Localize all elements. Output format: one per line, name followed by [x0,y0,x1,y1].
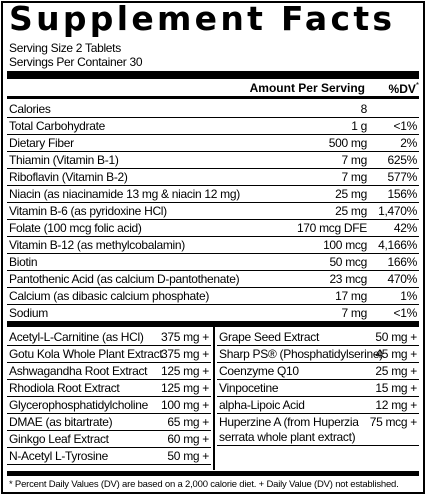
nutrient-daily-value: 1% [400,289,417,303]
nutrient-row [7,237,419,254]
nutrient-row [7,186,419,203]
ingredient-amount: 125 mg + [161,381,209,395]
ingredient-amount: 75 mcg + [369,415,417,429]
ingredient-row [7,431,211,448]
daily-value-header: %DV* [388,81,419,96]
nutrient-daily-value: <1% [393,119,417,133]
nutrient-amount: 7 mg [341,170,367,184]
nutrient-row [7,101,419,118]
nutrient-name: Niacin (as niacinamide 13 mg & niacin 12 mg) [9,187,240,201]
ingredient-row [217,380,419,397]
ingredient-row [217,397,419,414]
nutrient-daily-value: 577% [387,170,417,184]
nutrient-row [7,271,419,288]
nutrient-amount: 50 mcg [329,255,367,269]
ingredient-amount: 25 mg + [375,364,417,378]
ingredient-amount: 375 mg + [161,347,209,361]
ingredient-row [7,363,211,380]
ingredient-amount: 15 mg + [375,381,417,395]
nutrient-name: Calcium (as dibasic calcium phosphate) [9,289,210,303]
nutrient-daily-value: 4,166% [378,238,417,252]
nutrient-name: Total Carbohydrate [9,119,105,133]
nutrient-row [7,152,419,169]
nutrient-daily-value: <1% [393,306,417,320]
ingredient-row [7,329,211,346]
ingredient-row [217,346,419,363]
servings-per-container: Servings Per Container 30 [9,55,143,69]
ingredient-amount: 50 mg + [375,330,417,344]
nutrient-daily-value: 166% [387,255,417,269]
nutrient-name: Folate (100 mcg folic acid) [9,221,142,235]
ingredient-name: Ginkgo Leaf Extract [9,432,109,446]
nutrient-name: Calories [9,102,51,116]
ingredient-name: Coenzyme Q10 [219,364,299,378]
nutrient-name: Thiamin (Vitamin B-1) [9,153,119,167]
panel-title: Supplement Facts [9,0,396,38]
ingredient-name: Acetyl-L-Carnitine (as HCl) [9,330,144,344]
ingredient-row [7,414,211,431]
amount-per-serving-header: Amount Per Serving [249,81,365,95]
nutrient-daily-value: 42% [393,221,417,235]
ingredient-name: Glycerophosphatidylcholine [9,398,148,412]
ingredient-row [7,346,211,363]
ingredient-row [7,380,211,397]
nutrient-name: Vitamin B-12 (as methylcobalamin) [9,238,185,252]
nutrient-row [7,305,419,322]
ingredient-name: Grape Seed Extract [219,330,319,344]
ingredient-name: Rhodiola Root Extract [9,381,120,395]
ingredient-name: N-Acetyl L-Tyrosine [9,449,108,463]
nutrient-name: Dietary Fiber [9,136,74,150]
ingredient-amount: 65 mg + [167,415,209,429]
nutrient-amount: 170 mcg DFE [296,221,367,235]
nutrient-name: Vitamin B-6 (as pyridoxine HCl) [9,204,167,218]
footnote: * Percent Daily Values (DV) are based on a 2,000 calorie diet. + Daily Value (DV) not established. [9,479,399,490]
nutrient-row [7,169,419,186]
nutrient-amount: 25 mg [335,204,367,218]
nutrient-amount: 23 mcg [329,272,367,286]
ingredient-row [7,448,211,465]
nutrient-row [7,220,419,237]
nutrient-name: Biotin [9,255,38,269]
header-divider [7,96,419,99]
supplement-facts-panel [1,1,425,494]
nutrient-daily-value: 625% [387,153,417,167]
nutrient-amount: 25 mg [335,187,367,201]
ingredient-amount: 50 mg + [167,449,209,463]
ingredient-name: Huperzine A (from Huperzia serrata whole plant extract) [219,415,359,444]
nutrient-row [7,118,419,135]
serving-size: Serving Size 2 Tablets [9,41,121,55]
nutrient-row [7,254,419,271]
ingredient-row [217,363,419,380]
nutrient-amount: 17 mg [335,289,367,303]
nutrient-amount: 7 mg [341,306,367,320]
nutrient-row [7,203,419,220]
nutrient-amount: 8 [360,102,367,116]
thick-divider-top [7,71,419,79]
column-divider [213,327,215,470]
ingredient-name: Vinpocetine [219,381,279,395]
nutrient-amount: 7 mg [341,153,367,167]
ingredient-name: Sharp PS® (Phosphatidylserine) [219,347,383,361]
nutrient-amount: 100 mcg [323,238,367,252]
nutrient-amount: 1 g [351,119,367,133]
nutrient-name: Pantothenic Acid (as calcium D-pantothenate) [9,272,240,286]
ingredient-row [7,397,211,414]
ingredient-name: Ashwagandha Root Extract [9,364,148,378]
ingredient-name: DMAE (as bitartrate) [9,415,113,429]
ingredient-name: Gotu Kola Whole Plant Extract [9,347,163,361]
nutrient-row [7,288,419,305]
ingredient-amount: 375 mg + [161,330,209,344]
ingredient-amount: 45 mg + [375,347,417,361]
nutrient-amount: 500 mg [328,136,367,150]
nutrient-daily-value: 1,470% [378,204,417,218]
nutrient-name: Riboflavin (Vitamin B-2) [9,170,128,184]
nutrient-name: Sodium [9,306,48,320]
nutrient-row [7,135,419,152]
ingredient-row [217,414,419,446]
nutrient-daily-value: 156% [387,187,417,201]
ingredient-amount: 60 mg + [167,432,209,446]
ingredient-name: alpha-Lipoic Acid [219,398,305,412]
thick-divider-bottom [7,471,419,476]
ingredient-amount: 125 mg + [161,364,209,378]
nutrient-daily-value: 470% [387,272,417,286]
ingredient-row [217,329,419,346]
ingredient-amount: 100 mg + [161,398,209,412]
nutrient-daily-value: 2% [400,136,417,150]
ingredient-amount: 12 mg + [375,398,417,412]
